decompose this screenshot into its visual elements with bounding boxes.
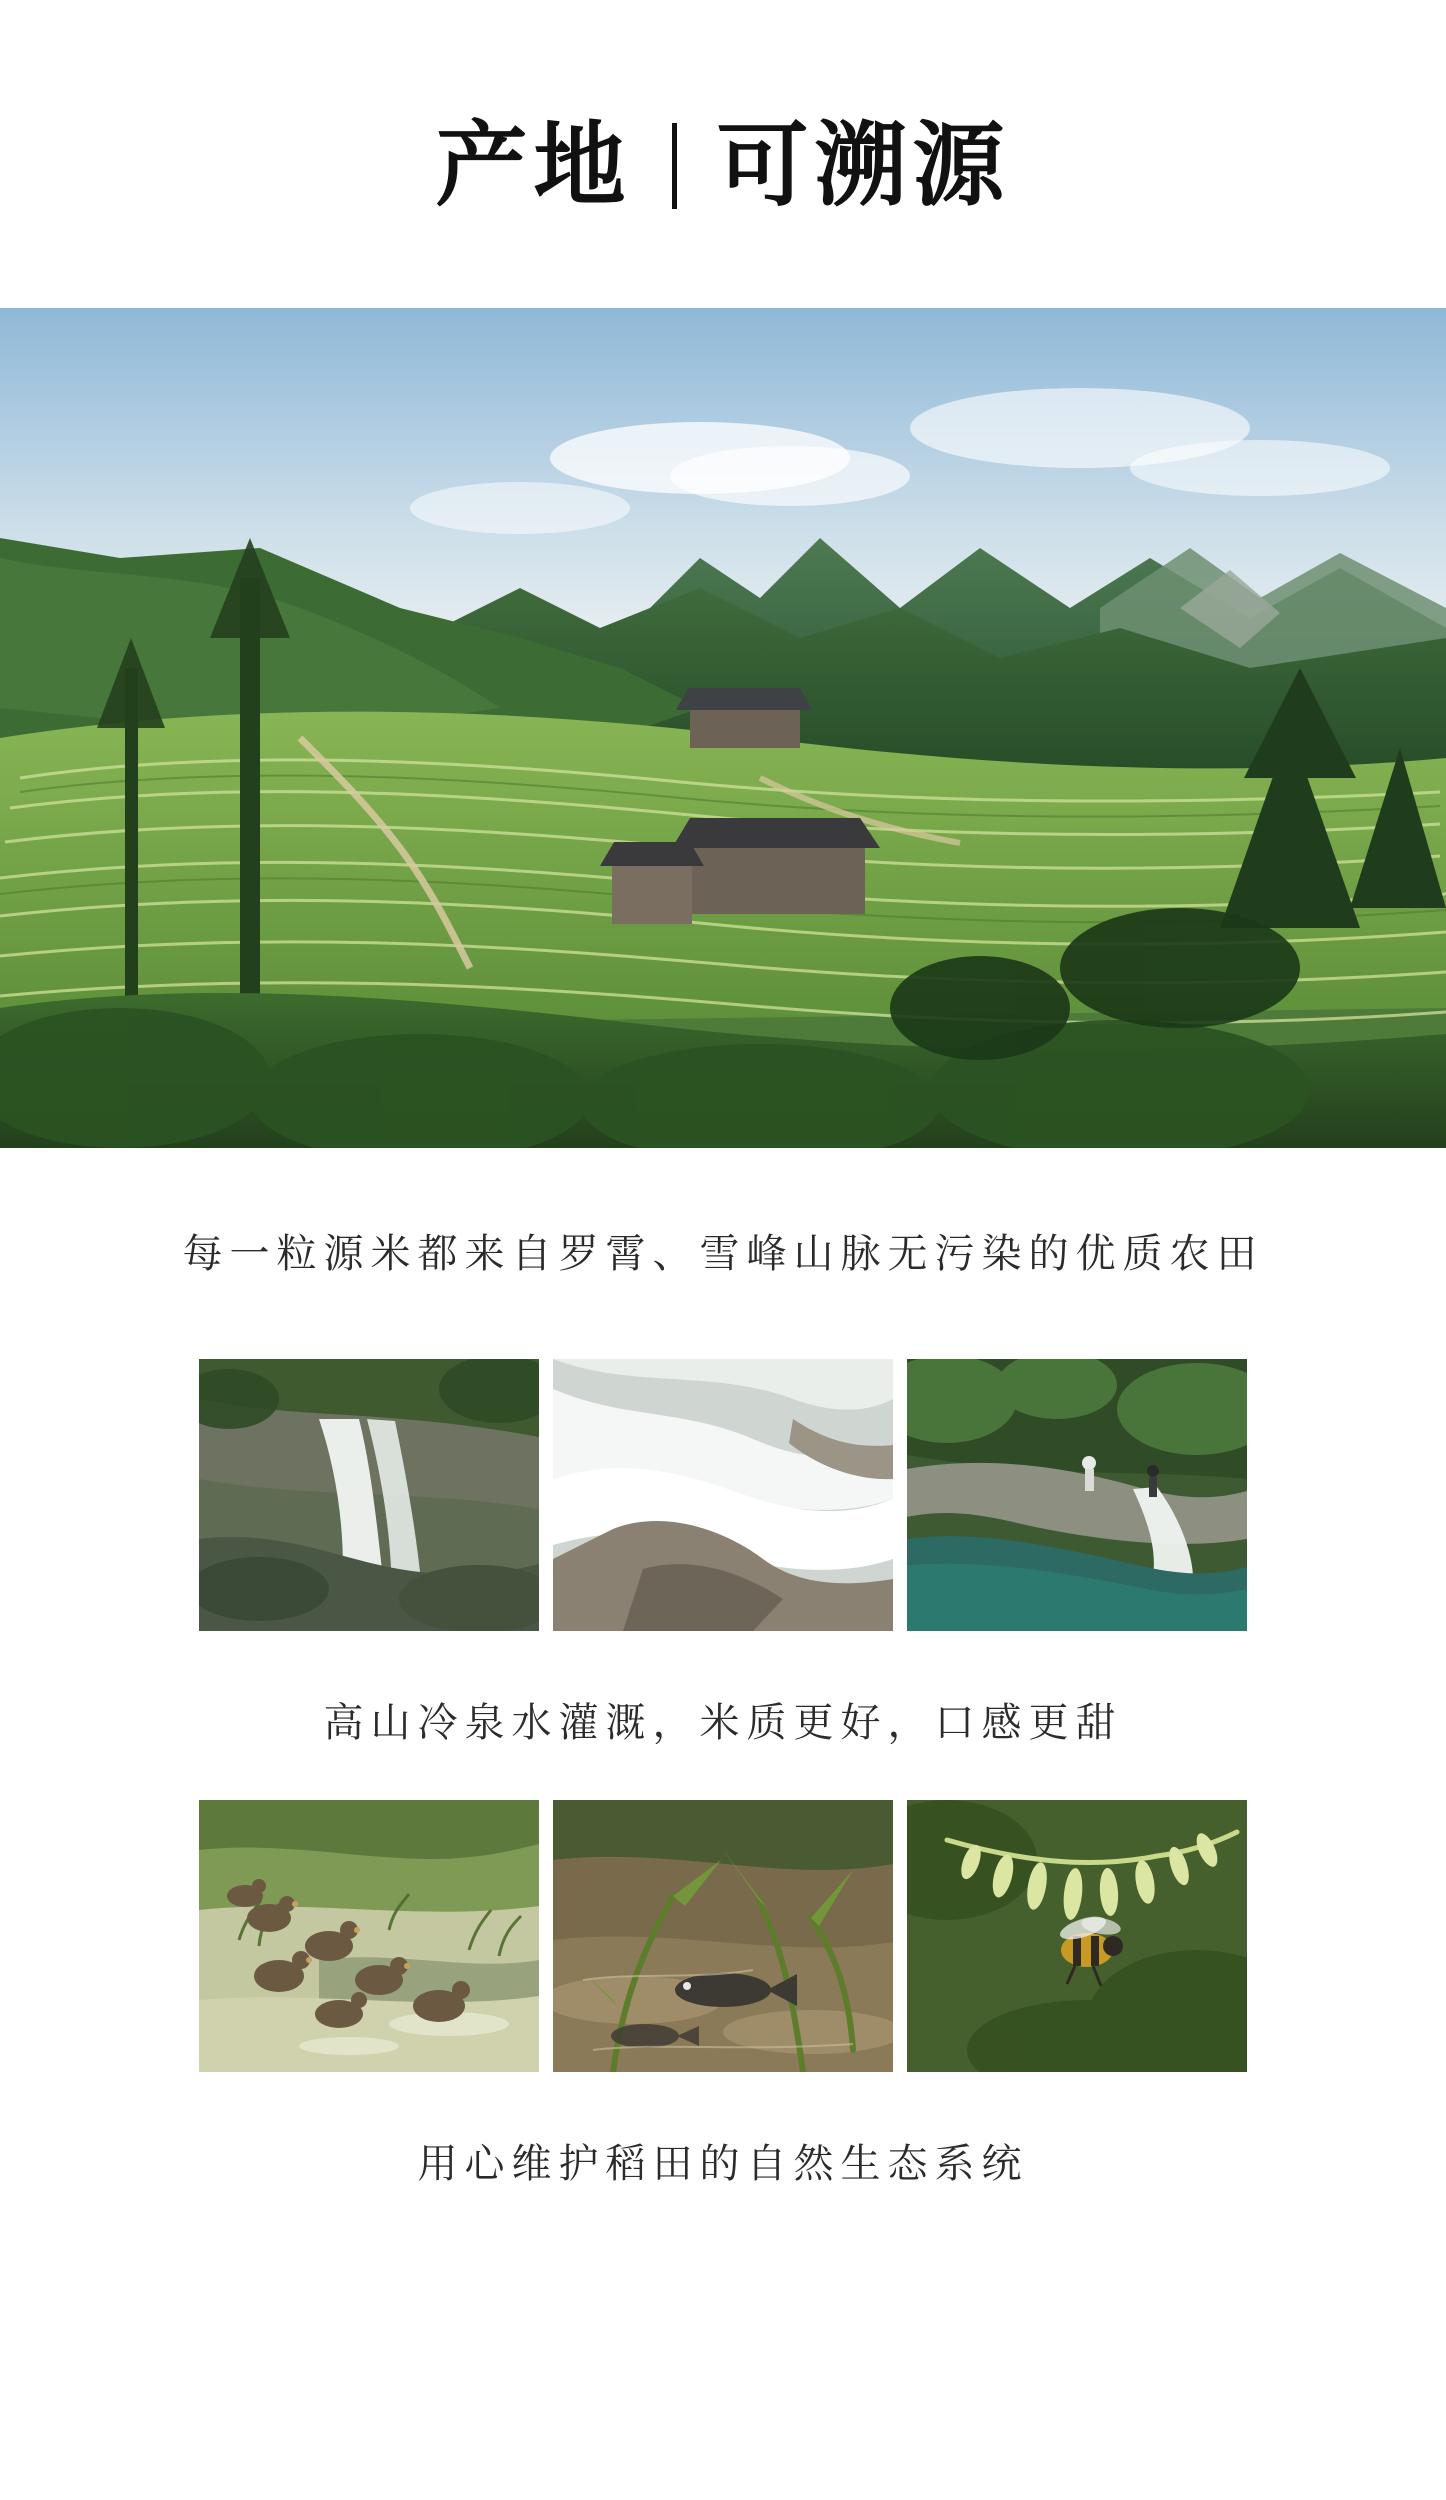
photo-ducks-in-paddy bbox=[199, 1800, 539, 2072]
bottom-spacer bbox=[0, 2235, 1446, 2385]
caption-origin: 每一粒源米都来自罗霄、雪峰山脉无污染的优质农田 bbox=[182, 1231, 1264, 1277]
caption-spring-water: 高山冷泉水灌溉，米质更好，口感更甜 bbox=[323, 1700, 1123, 1746]
page-title bbox=[435, 112, 1011, 219]
photo-rapids-foam bbox=[553, 1359, 893, 1631]
title-divider-icon bbox=[672, 123, 677, 209]
page-title-left: 产地 bbox=[435, 112, 632, 219]
page-title-right: 可溯源 bbox=[716, 112, 1011, 219]
photo-waterfall-pool bbox=[907, 1359, 1247, 1631]
page-header bbox=[0, 0, 1446, 308]
caption-ecosystem: 用心维护稻田的自然生态系统 bbox=[417, 2141, 1029, 2187]
photo-waterfall-rock bbox=[199, 1359, 539, 1631]
hero-image bbox=[0, 308, 1446, 1148]
gallery-row-ecosystem bbox=[0, 1800, 1446, 2072]
gallery-row-water bbox=[0, 1359, 1446, 1631]
photo-bee-on-rice-flower bbox=[907, 1800, 1247, 2072]
photo-fish-in-paddy bbox=[553, 1800, 893, 2072]
